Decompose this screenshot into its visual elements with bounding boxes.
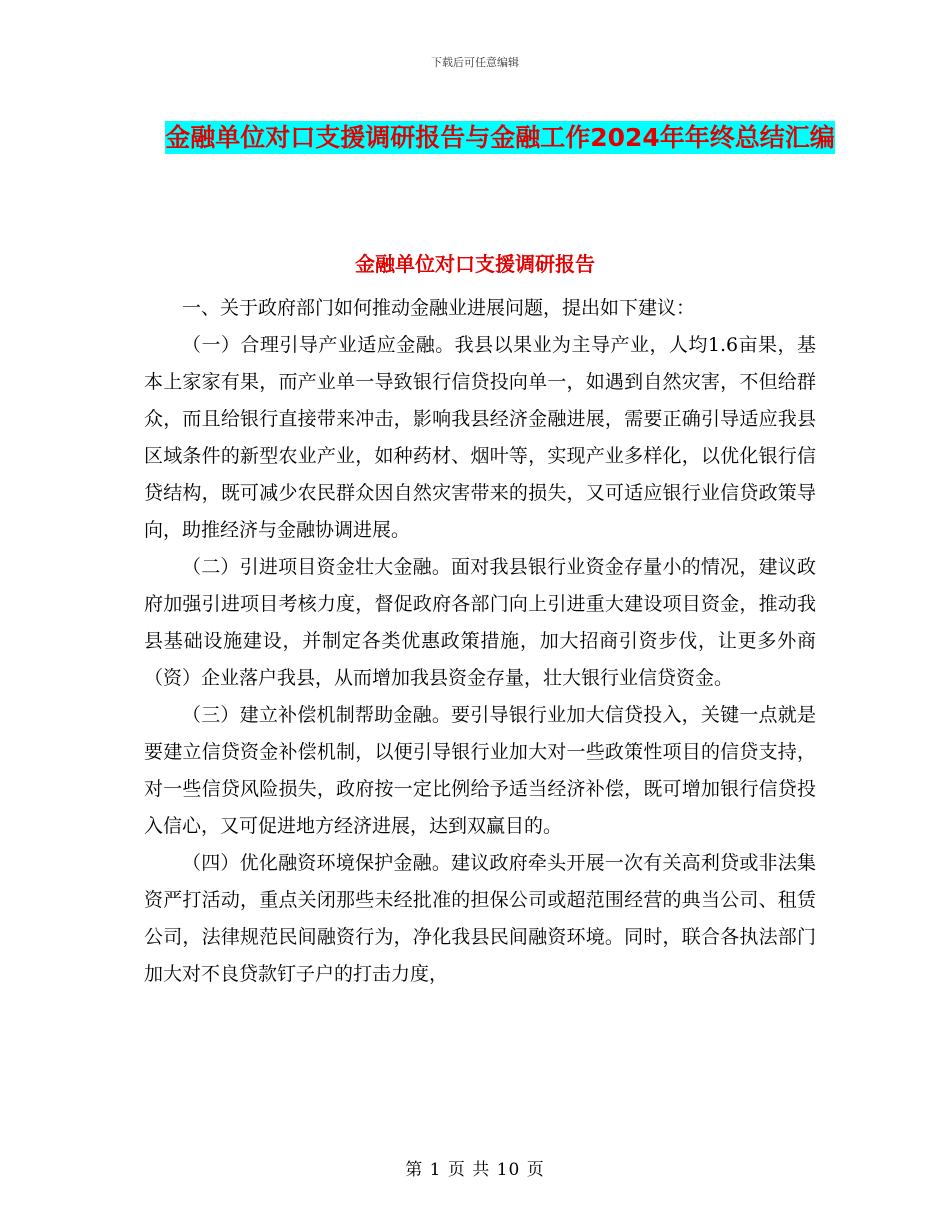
- paragraph: 一、关于政府部门如何推动金融业进展问题，提出如下建议：: [182, 297, 696, 319]
- paragraph: （二）引进项目资金壮大金融。面对我县银行业资金存量小的情况，建议政府加强引进项目考核力度，督促政府各部门向上引进重大建设项目资金，推动我县基础设施建设，并制定各类优惠政策措施，加大招商引资步伐，让更多外商（资）企业落户我县，从而增加我县资金存量，壮大银行业信贷资金。: [144, 556, 816, 689]
- section-title: 金融单位对口支援调研报告: [355, 252, 595, 276]
- paragraph: （一）合理引导产业适应金融。我县以果业为主导产业，人均1.6亩果，基本上家家有果，而产业单一导致银行信贷投向单一，如遇到自然灾害，不但给群众，而且给银行直接带来冲击，影响我县经济金融进展，需要正确引导适应我县区域条件的新型农业产业，如种药材、烟叶等，实现产业多样化，以优化银行信贷结构，既可减少农民群众因自然灾害带来的损失，又可适应银行业信贷政策导向，助推经济与金融协调进展。: [144, 334, 816, 541]
- paragraph: （四）优化融资环境保护金融。建议政府牵头开展一次有关高利贷或非法集资严打活动，重点关闭那些未经批准的担保公司或超范围经营的典当公司、租赁公司，法律规范民间融资行为，净化我县民间融资环境。同时，联合各执法部门加大对不良贷款钉子户的打击力度，: [144, 852, 816, 985]
- document-title-text: 金融单位对口支援调研报告与金融工作2024年年终总结汇编: [165, 123, 835, 152]
- document-title: [150, 112, 850, 164]
- paragraph: （三）建立补偿机制帮助金融。要引导银行业加大信贷投入，关键一点就是要建立信贷资金补偿机制，以便引导银行业加大对一些政策性项目的信贷支持，对一些信贷风险损失，政府按一定比例给予适当经济补偿，既可增加银行信贷投入信心，又可促进地方经济进展，达到双赢目的。: [144, 704, 816, 837]
- document-body: [144, 290, 816, 993]
- page-header-note: 下载后可任意编辑: [431, 56, 519, 69]
- page-number: 第 1 页 共 10 页: [405, 1160, 545, 1180]
